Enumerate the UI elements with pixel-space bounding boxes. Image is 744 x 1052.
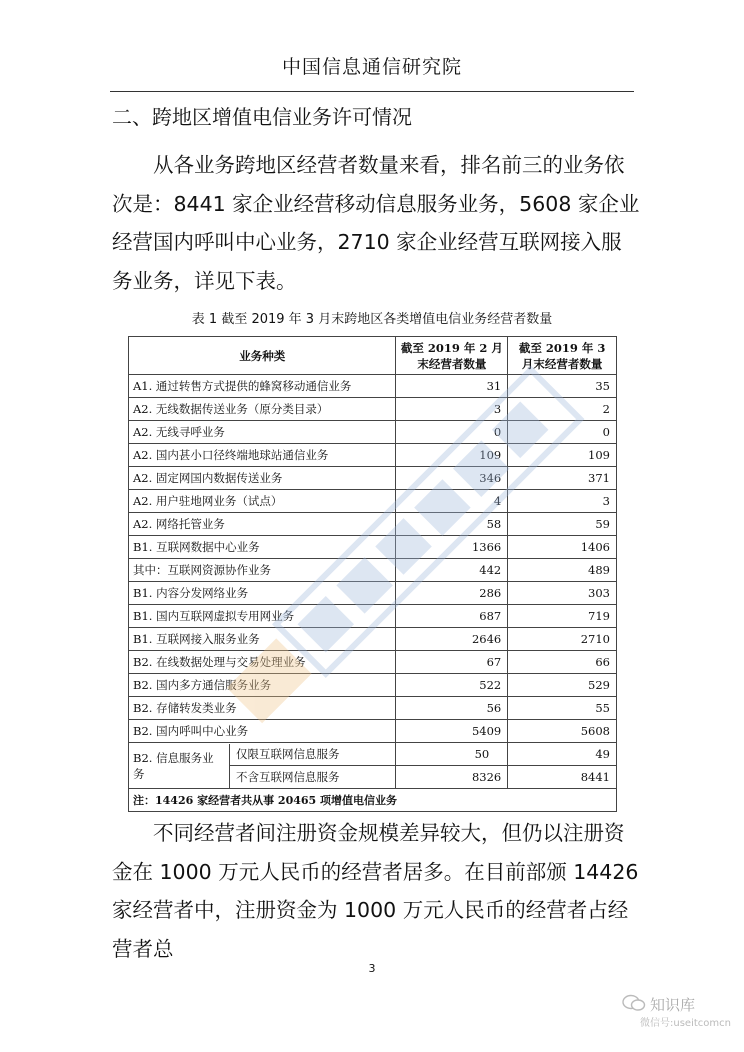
cell-type: A2. 固定网国内数据传送业务 (129, 467, 396, 490)
table-row (129, 582, 617, 605)
table-row (129, 651, 617, 674)
paragraph-2 (112, 814, 642, 968)
cell-type: A2. 用户驻地网业务（试点） (129, 490, 396, 513)
cell-mar: 1406 (508, 536, 617, 559)
cell-mar: 2 (508, 398, 617, 421)
cell-mar: 109 (508, 444, 617, 467)
table-row (129, 536, 617, 559)
cell-mar: 371 (508, 467, 617, 490)
header-mar: 截至 2019 年 3 月末经营者数量 (508, 337, 617, 375)
cell-type: A2. 无线寻呼业务 (129, 421, 396, 444)
cell-info-service (129, 743, 396, 789)
table-row (129, 490, 617, 513)
cell-feb: 67 (396, 651, 508, 674)
cell-type: A1. 通过转售方式提供的蜂窝移动通信业务 (129, 375, 396, 398)
cell-feb: 8326 (396, 766, 508, 789)
cell-type: B2. 在线数据处理与交易处理业务 (129, 651, 396, 674)
cell-info-sub1: 仅限互联网信息服务 (230, 743, 395, 766)
cell-mar: 59 (508, 513, 617, 536)
cell-type: A2. 无线数据传送业务（原分类目录） (129, 398, 396, 421)
paragraph-2-text: 不同经营者间注册资金规模差异较大，但仍以注册资金在 1000 万元人民币的经营者居多。在目前部颁 14426 家经营者中，注册资金为 1000 万元人民币的经营者占经营者总 (112, 821, 639, 961)
cell-mar: 49 (508, 743, 617, 766)
wechat-icon (622, 994, 646, 1012)
cell-mar: 529 (508, 674, 617, 697)
header-feb: 截至 2019 年 2 月末经营者数量 (396, 337, 508, 375)
footer-logo-sub: 微信号:useitcomcn (640, 1018, 731, 1029)
cell-mar: 66 (508, 651, 617, 674)
cell-type: B1. 内容分发网络业务 (129, 582, 396, 605)
cell-feb: 58 (396, 513, 508, 536)
cell-mar: 303 (508, 582, 617, 605)
cell-feb: 442 (396, 559, 508, 582)
paragraph-1 (112, 146, 642, 300)
table-row (129, 421, 617, 444)
header-type: 业务种类 (129, 337, 396, 375)
cell-type: B2. 国内多方通信服务业务 (129, 674, 396, 697)
cell-mar: 55 (508, 697, 617, 720)
cell-feb: 109 (396, 444, 508, 467)
table-row (129, 697, 617, 720)
cell-feb: 56 (396, 697, 508, 720)
cell-feb: 0 (396, 421, 508, 444)
table-row (129, 398, 617, 421)
page-header-title: 中国信息通信研究院 (281, 56, 462, 78)
cell-mar: 719 (508, 605, 617, 628)
cell-type: B1. 互联网接入服务业务 (129, 628, 396, 651)
cell-type: A2. 国内甚小口径终端地球站通信业务 (129, 444, 396, 467)
cell-info-sub2: 不含互联网信息服务 (236, 770, 340, 784)
page-number: 3 (368, 962, 376, 975)
cell-type: B1. 国内互联网虚拟专用网业务 (129, 605, 396, 628)
cell-info-service-label: B2. 信息服务业务 (129, 744, 230, 788)
cell-mar: 35 (508, 375, 617, 398)
cell-feb: 346 (396, 467, 508, 490)
cell-mar: 2710 (508, 628, 617, 651)
table-row (129, 513, 617, 536)
cell-type: B2. 国内呼叫中心业务 (129, 720, 396, 743)
table-row (129, 444, 617, 467)
header-rule (110, 91, 634, 92)
cell-feb: 286 (396, 582, 508, 605)
table-note-row (129, 789, 617, 812)
operators-table (128, 336, 617, 812)
cell-feb: 1366 (396, 536, 508, 559)
table-note: 注：14426 家经营者共从事 20465 项增值电信业务 (129, 789, 617, 812)
cell-mar: 8441 (508, 766, 617, 789)
cell-type: B2. 存储转发类业务 (129, 697, 396, 720)
cell-type: 其中：互联网资源协作业务 (129, 559, 396, 582)
cell-feb: 687 (396, 605, 508, 628)
table-row (129, 628, 617, 651)
cell-feb: 50 (396, 743, 508, 766)
footer-logo: 知识库 (650, 996, 696, 1014)
cell-mar: 489 (508, 559, 617, 582)
table-row (129, 375, 617, 398)
table-row (129, 674, 617, 697)
table-row (129, 467, 617, 490)
cell-feb: 2646 (396, 628, 508, 651)
table-row (129, 605, 617, 628)
cell-mar: 0 (508, 421, 617, 444)
cell-feb: 31 (396, 375, 508, 398)
cell-feb: 5409 (396, 720, 508, 743)
cell-type: B1. 互联网数据中心业务 (129, 536, 396, 559)
table-row-info-1 (129, 743, 617, 766)
section-heading: 二、跨地区增值电信业务许可情况 (112, 105, 412, 129)
cell-mar: 5608 (508, 720, 617, 743)
cell-feb: 3 (396, 398, 508, 421)
cell-feb: 4 (396, 490, 508, 513)
paragraph-1-text: 从各业务跨地区经营者数量来看，排名前三的业务依次是：8441 家企业经营移动信息服务业务，5608 家企业经营国内呼叫中心业务，2710 家企业经营互联网接入服务业务，详见下表。 (112, 153, 640, 293)
cell-mar: 3 (508, 490, 617, 513)
table-row (129, 720, 617, 743)
table-caption: 表 1 截至 2019 年 3 月末跨地区各类增值电信业务经营者数量 (191, 312, 553, 327)
cell-type: A2. 网络托管业务 (129, 513, 396, 536)
cell-feb: 522 (396, 674, 508, 697)
table-row (129, 559, 617, 582)
